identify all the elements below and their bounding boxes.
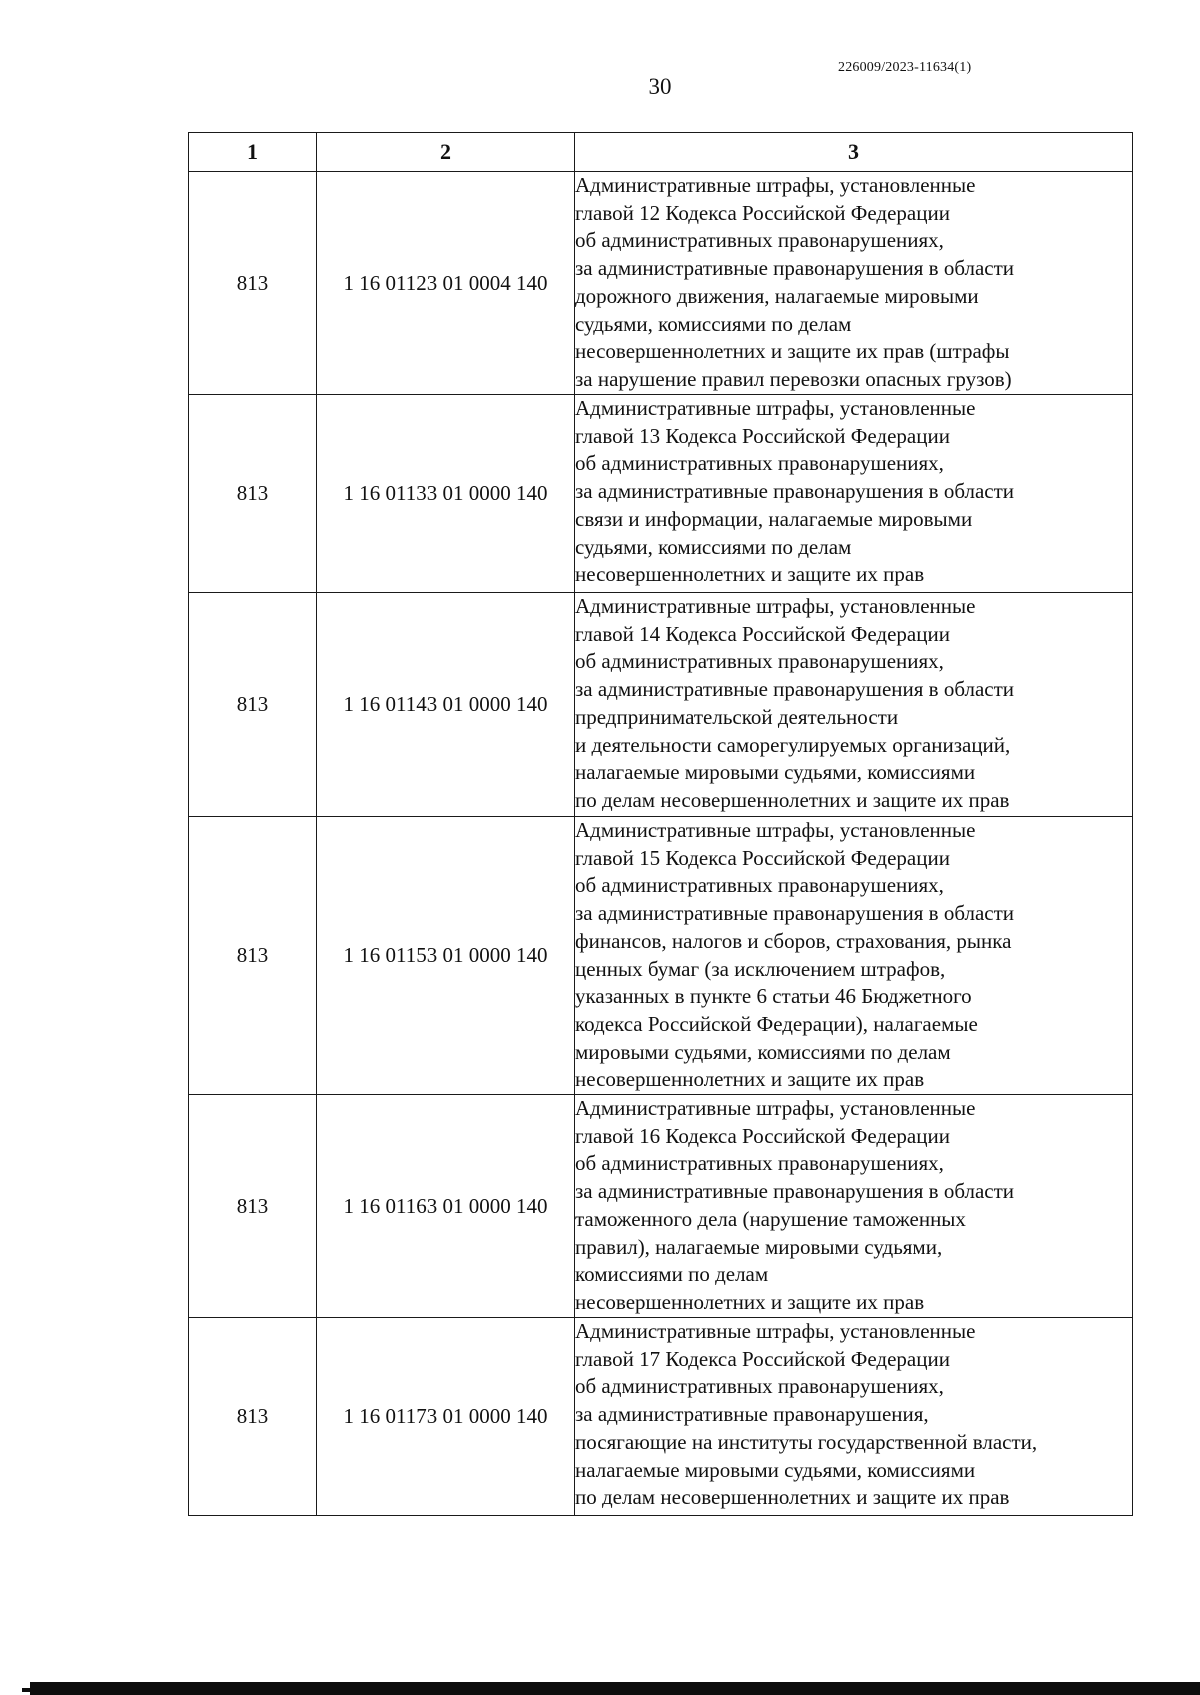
description-line: кодекса Российской Федерации), налагаемые <box>575 1011 978 1036</box>
description-line: главой 17 Кодекса Российской Федерации <box>575 1346 950 1371</box>
description-line: связи и информации, налагаемые мировыми <box>575 506 973 531</box>
description-line: комиссиями по делам <box>575 1262 769 1287</box>
description-cell <box>575 1318 1133 1516</box>
description-line: Административные штрафы, установленные <box>575 1096 976 1121</box>
description-line: об административных правонарушениях, <box>575 1374 944 1399</box>
description-cell <box>575 395 1133 593</box>
description-line: указанных в пункте 6 статьи 46 Бюджетного <box>575 984 972 1009</box>
description-line: об административных правонарушениях, <box>575 451 944 476</box>
scan-edge-bar <box>30 1682 1200 1695</box>
kbk-code-cell: 1 16 01153 01 0000 140 <box>317 817 575 1095</box>
description-line: Административные штрафы, установленные <box>575 1319 976 1344</box>
description-line: за административные правонарушения в области <box>575 256 1015 281</box>
description-cell <box>575 593 1133 817</box>
table-row <box>189 1318 1133 1516</box>
document-id: 226009/2023-11634(1) <box>838 60 972 75</box>
description-line: судьями, комиссиями по делам <box>575 534 852 559</box>
admin-code-cell: 813 <box>189 395 317 593</box>
description-line: главой 12 Кодекса Российской Федерации <box>575 200 950 225</box>
description-line: несовершеннолетних и защите их прав (штрафы <box>575 339 1010 364</box>
table-header-row <box>189 133 1133 172</box>
description-line: таможенного дела (нарушение таможенных <box>575 1206 966 1231</box>
description-line: об административных правонарушениях, <box>575 228 944 253</box>
description-line: за административные правонарушения в области <box>575 479 1015 504</box>
description-line: налагаемые мировыми судьями, комиссиями <box>575 760 976 785</box>
description-line: финансов, налогов и сборов, страхования, рынка <box>575 928 1012 953</box>
description-line: по делам несовершеннолетних и защите их прав <box>575 787 1010 812</box>
description-line: за административные правонарушения в области <box>575 1179 1015 1204</box>
description-line: главой 16 Кодекса Российской Федерации <box>575 1123 950 1148</box>
admin-code-cell: 813 <box>189 1095 317 1318</box>
kbk-code-cell: 1 16 01173 01 0000 140 <box>317 1318 575 1516</box>
kbk-code-cell: 1 16 01133 01 0000 140 <box>317 395 575 593</box>
description-line: главой 15 Кодекса Российской Федерации <box>575 845 950 870</box>
table-row <box>189 817 1133 1095</box>
page-number: 30 <box>648 74 672 99</box>
kbk-code-cell: 1 16 01123 01 0004 140 <box>317 172 575 395</box>
kbk-code-cell: 1 16 01163 01 0000 140 <box>317 1095 575 1318</box>
description-line: главой 14 Кодекса Российской Федерации <box>575 621 950 646</box>
description-line: об административных правонарушениях, <box>575 873 944 898</box>
description-line: Административные штрафы, установленные <box>575 818 976 842</box>
table-row <box>189 593 1133 817</box>
kbk-code-cell: 1 16 01143 01 0000 140 <box>317 593 575 817</box>
description-line: правил), налагаемые мировыми судьями, <box>575 1234 943 1259</box>
admin-code-cell: 813 <box>189 593 317 817</box>
description-cell <box>575 817 1133 1095</box>
description-line: посягающие на институты государственной власти, <box>575 1429 1038 1454</box>
admin-code-cell: 813 <box>189 817 317 1095</box>
description-line: несовершеннолетних и защите их прав <box>575 1067 925 1092</box>
description-line: главой 13 Кодекса Российской Федерации <box>575 423 950 448</box>
column-header-3: 3 <box>575 133 1133 172</box>
table-row <box>189 1095 1133 1318</box>
description-line: несовершеннолетних и защите их прав <box>575 562 925 587</box>
description-line: об административных правонарушениях, <box>575 649 944 674</box>
description-line: мировыми судьями, комиссиями по делам <box>575 1039 951 1064</box>
description-line: несовершеннолетних и защите их прав <box>575 1289 925 1314</box>
scan-edge-mark <box>22 1688 62 1692</box>
column-header-2: 2 <box>317 133 575 172</box>
revenue-codes-table <box>188 132 1133 1516</box>
description-line: за административные правонарушения, <box>575 1402 929 1427</box>
table-row <box>189 172 1133 395</box>
description-line: об административных правонарушениях, <box>575 1151 944 1176</box>
description-cell <box>575 172 1133 395</box>
description-line: по делам несовершеннолетних и защите их прав <box>575 1485 1010 1510</box>
description-line: Административные штрафы, установленные <box>575 396 976 420</box>
description-line: ценных бумаг (за исключением штрафов, <box>575 956 946 981</box>
description-cell <box>575 1095 1133 1318</box>
description-line: налагаемые мировыми судьями, комиссиями <box>575 1457 976 1482</box>
table-row <box>189 395 1133 593</box>
description-line: за административные правонарушения в области <box>575 677 1015 702</box>
column-header-1: 1 <box>189 133 317 172</box>
description-line: дорожного движения, налагаемые мировыми <box>575 283 979 308</box>
description-line: предпринимательской деятельности <box>575 704 899 729</box>
admin-code-cell: 813 <box>189 1318 317 1516</box>
description-line: Административные штрафы, установленные <box>575 173 976 197</box>
description-line: за нарушение правил перевозки опасных грузов) <box>575 366 1012 391</box>
admin-code-cell: 813 <box>189 172 317 395</box>
description-line: за административные правонарушения в области <box>575 901 1015 926</box>
description-line: судьями, комиссиями по делам <box>575 311 852 336</box>
description-line: и деятельности саморегулируемых организаций, <box>575 732 1011 757</box>
description-line: Административные штрафы, установленные <box>575 594 976 618</box>
